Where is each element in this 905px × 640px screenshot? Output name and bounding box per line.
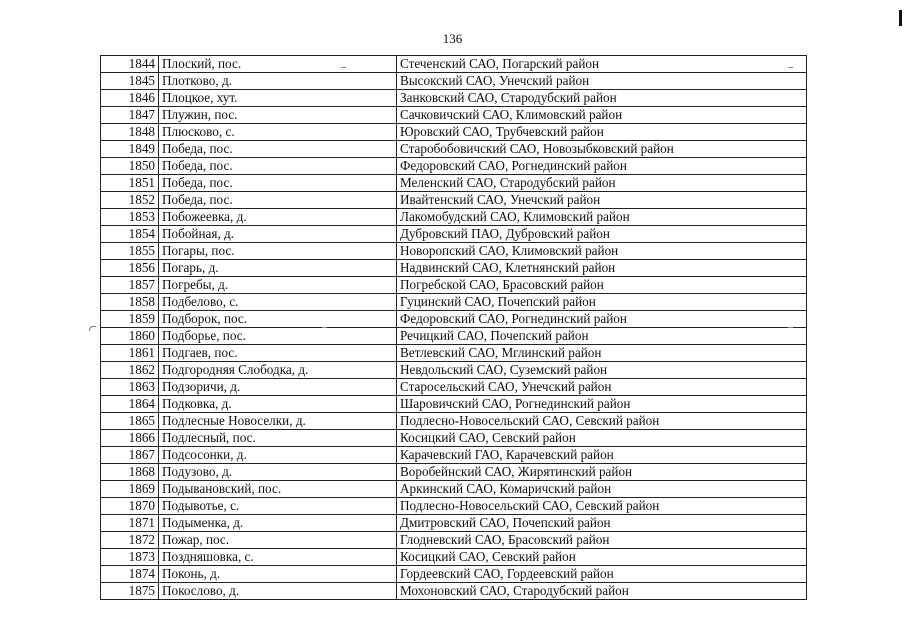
settlement-cell: Победа, пос. [159, 141, 397, 158]
row-number-cell: 1861 [101, 345, 159, 362]
settlement-cell: Покослово, д. [159, 583, 397, 600]
settlement-register-table [100, 55, 807, 600]
row-number-cell: 1868 [101, 464, 159, 481]
district-cell: Косицкий САО, Севский район [397, 430, 807, 447]
table-row [101, 379, 807, 396]
settlement-cell: Подлесные Новоселки, д. [159, 413, 397, 430]
table-row [101, 583, 807, 600]
settlement-cell: Поздняшовка, с. [159, 549, 397, 566]
row-number-cell: 1870 [101, 498, 159, 515]
table-row [101, 566, 807, 583]
row-number-cell: 1850 [101, 158, 159, 175]
table-row [101, 73, 807, 90]
row-number-cell: 1874 [101, 566, 159, 583]
scan-speck [322, 327, 327, 328]
table-row [101, 107, 807, 124]
row-number-cell: 1851 [101, 175, 159, 192]
table-row [101, 260, 807, 277]
row-number-cell: 1844 [101, 56, 159, 73]
settlement-cell: Подбелово, с. [159, 294, 397, 311]
settlement-cell: Пожар, пос. [159, 532, 397, 549]
table-row [101, 413, 807, 430]
settlement-cell: Победа, пос. [159, 158, 397, 175]
row-number-cell: 1848 [101, 124, 159, 141]
row-number-cell: 1860 [101, 328, 159, 345]
settlement-cell: Подлесный, пос. [159, 430, 397, 447]
district-cell: Погребской САО, Брасовский район [397, 277, 807, 294]
table-row [101, 124, 807, 141]
table-row [101, 192, 807, 209]
settlement-cell: Побойная, д. [159, 226, 397, 243]
row-number-cell: 1866 [101, 430, 159, 447]
settlement-cell: Подузово, д. [159, 464, 397, 481]
district-cell: Федоровский САО, Рогнединский район [397, 311, 807, 328]
district-cell: Старобобовичский САО, Новозыбковский район [397, 141, 807, 158]
row-number-cell: 1872 [101, 532, 159, 549]
table-row [101, 498, 807, 515]
row-number-cell: 1859 [101, 311, 159, 328]
settlement-cell: Подзоричи, д. [159, 379, 397, 396]
district-cell: Гуцинский САО, Почепский район [397, 294, 807, 311]
district-cell: Воробейнский САО, Жирятинский район [397, 464, 807, 481]
scan-speck [788, 327, 793, 328]
settlement-cell: Плюсково, с. [159, 124, 397, 141]
district-cell: Дубровский ПАО, Дубровский район [397, 226, 807, 243]
row-number-cell: 1849 [101, 141, 159, 158]
district-cell: Подлесно-Новосельский САО, Севский район [397, 413, 807, 430]
district-cell: Высокский САО, Унечский район [397, 73, 807, 90]
table-row [101, 243, 807, 260]
settlement-cell: Погарь, д. [159, 260, 397, 277]
settlement-cell: Плоцкое, хут. [159, 90, 397, 107]
settlement-cell: Побожеевка, д. [159, 209, 397, 226]
settlement-cell: Подгородняя Слободка, д. [159, 362, 397, 379]
district-cell: Юровский САО, Трубчевский район [397, 124, 807, 141]
district-cell: Карачевский ГАО, Карачевский район [397, 447, 807, 464]
settlement-cell: Подывановский, пос. [159, 481, 397, 498]
district-cell: Стеченский САО, Погарский район [397, 56, 807, 73]
table-row [101, 430, 807, 447]
district-cell: Глодневский САО, Брасовский район [397, 532, 807, 549]
row-number-cell: 1864 [101, 396, 159, 413]
table-row [101, 464, 807, 481]
table-row [101, 311, 807, 328]
district-cell: Старосельский САО, Унечский район [397, 379, 807, 396]
row-number-cell: 1863 [101, 379, 159, 396]
settlement-cell: Подсосонки, д. [159, 447, 397, 464]
table-body [101, 56, 807, 600]
row-number-cell: 1855 [101, 243, 159, 260]
settlement-cell: Подборок, пос. [159, 311, 397, 328]
row-number-cell: 1873 [101, 549, 159, 566]
row-number-cell: 1854 [101, 226, 159, 243]
district-cell: Меленский САО, Стародубский район [397, 175, 807, 192]
settlement-cell: Победа, пос. [159, 192, 397, 209]
scan-speck [788, 67, 793, 68]
table-row [101, 328, 807, 345]
row-number-cell: 1857 [101, 277, 159, 294]
settlement-cell: Подыменка, д. [159, 515, 397, 532]
row-number-cell: 1856 [101, 260, 159, 277]
row-number-cell: 1852 [101, 192, 159, 209]
table-row [101, 396, 807, 413]
table-row [101, 481, 807, 498]
district-cell: Надвинский САО, Клетнянский район [397, 260, 807, 277]
settlement-cell: Погары, пос. [159, 243, 397, 260]
table-row [101, 345, 807, 362]
table-row [101, 532, 807, 549]
district-cell: Федоровский САО, Рогнединский район [397, 158, 807, 175]
table-row [101, 141, 807, 158]
table-row [101, 277, 807, 294]
district-cell: Ивайтенский САО, Унечский район [397, 192, 807, 209]
row-number-cell: 1853 [101, 209, 159, 226]
row-number-cell: 1845 [101, 73, 159, 90]
district-cell: Шаровичский САО, Рогнединский район [397, 396, 807, 413]
district-cell: Занковский САО, Стародубский район [397, 90, 807, 107]
table-row [101, 158, 807, 175]
district-cell: Новоропский САО, Климовский район [397, 243, 807, 260]
row-number-cell: 1846 [101, 90, 159, 107]
table-row [101, 362, 807, 379]
district-cell: Дмитровский САО, Почепский район [397, 515, 807, 532]
district-cell: Сачковичский САО, Климовский район [397, 107, 807, 124]
settlement-cell: Погребы, д. [159, 277, 397, 294]
row-number-cell: 1862 [101, 362, 159, 379]
row-number-cell: 1875 [101, 583, 159, 600]
table-row [101, 90, 807, 107]
row-number-cell: 1847 [101, 107, 159, 124]
settlement-cell: Плужин, пос. [159, 107, 397, 124]
table-row [101, 175, 807, 192]
table-row [101, 515, 807, 532]
table-row [101, 294, 807, 311]
district-cell: Невдольский САО, Суземский район [397, 362, 807, 379]
row-number-cell: 1865 [101, 413, 159, 430]
page-number: 136 [442, 31, 463, 46]
scan-speck [89, 326, 96, 331]
settlement-cell: Подывотье, с. [159, 498, 397, 515]
settlement-cell: Подборье, пос. [159, 328, 397, 345]
row-number-cell: 1867 [101, 447, 159, 464]
row-number-cell: 1871 [101, 515, 159, 532]
settlement-cell: Плоский, пос. [159, 56, 397, 73]
settlement-cell: Подковка, д. [159, 396, 397, 413]
scan-edge-mark [899, 10, 902, 26]
settlement-cell: Плотково, д. [159, 73, 397, 90]
settlement-cell: Победа, пос. [159, 175, 397, 192]
district-cell: Аркинский САО, Комаричский район [397, 481, 807, 498]
district-cell: Лакомобудский САО, Климовский район [397, 209, 807, 226]
table-row [101, 209, 807, 226]
table-row [101, 447, 807, 464]
settlement-cell: Подгаев, пос. [159, 345, 397, 362]
table-row [101, 56, 807, 73]
district-cell: Речицкий САО, Почепский район [397, 328, 807, 345]
row-number-cell: 1869 [101, 481, 159, 498]
district-cell: Гордеевский САО, Гордеевский район [397, 566, 807, 583]
row-number-cell: 1858 [101, 294, 159, 311]
district-cell: Подлесно-Новосельский САО, Севский район [397, 498, 807, 515]
district-cell: Косицкий САО, Севский район [397, 549, 807, 566]
district-cell: Ветлевский САО, Мглинский район [397, 345, 807, 362]
settlement-cell: Поконь, д. [159, 566, 397, 583]
table-row [101, 549, 807, 566]
scan-speck [341, 67, 346, 68]
district-cell: Мохоновский САО, Стародубский район [397, 583, 807, 600]
table-row [101, 226, 807, 243]
